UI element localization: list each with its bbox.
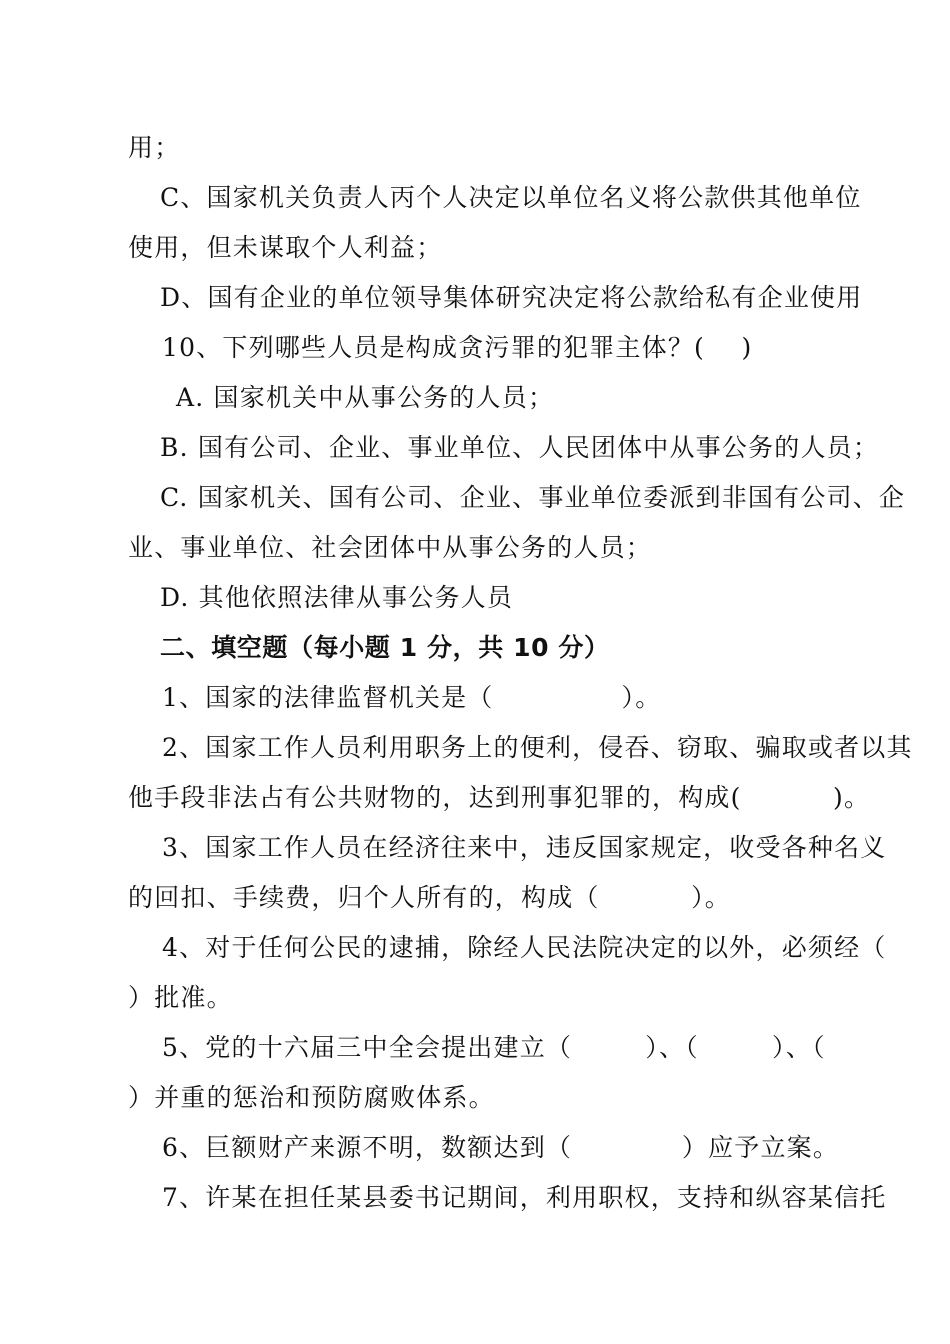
question-10-option-d: D. 其他依照法律从事公务人员	[160, 583, 514, 612]
fill-question-4-line-2: ）批准。	[128, 983, 233, 1012]
fill-question-3-line-1: 3、国家工作人员在经济往来中，违反国家规定，收受各种名义	[162, 833, 887, 862]
text-line-continuation: 用；	[128, 133, 181, 162]
question-10-option-c-line-2: 业、事业单位、社会团体中从事公务的人员；	[128, 533, 653, 562]
fill-question-5-line-2: ）并重的惩治和预防腐败体系。	[128, 1083, 495, 1112]
question-10-option-b: B. 国有公司、企业、事业单位、人民团体中从事公务的人员；	[160, 433, 880, 462]
fill-question-1: 1、国家的法律监督机关是（ ）。	[162, 683, 662, 712]
option-c-line-2: 使用，但未谋取个人利益；	[128, 233, 443, 262]
option-d-line: D、国有企业的单位领导集体研究决定将公款给私有企业使用	[160, 283, 863, 312]
fill-question-7-line-1: 7、许某在担任某县委书记期间，利用职权，支持和纵容某信托	[162, 1183, 887, 1212]
question-10: 10、下列哪些人员是构成贪污罪的犯罪主体？( )	[162, 333, 753, 362]
question-10-option-c-line-1: C. 国家机关、国有公司、企业、事业单位委派到非国有公司、企	[160, 483, 906, 512]
question-10-option-a: A. 国家机关中从事公务的人员；	[176, 383, 555, 412]
option-c-line-1: C、国家机关负责人丙个人决定以单位名义将公款供其他单位	[160, 183, 862, 212]
fill-question-5-line-1: 5、党的十六届三中全会提出建立（ ）、（ ）、（	[162, 1033, 826, 1062]
fill-question-2-line-2: 他手段非法占有公共财物的，达到刑事犯罪的，构成( )。	[128, 783, 871, 812]
fill-question-3-line-2: 的回扣、手续费，归个人所有的，构成（ ）。	[128, 883, 731, 912]
fill-question-2-line-1: 2、国家工作人员利用职务上的便利，侵吞、窃取、骗取或者以其	[162, 733, 913, 762]
section-heading-fill-in: 二、填空题（每小题 1 分，共 10 分）	[160, 633, 610, 662]
fill-question-6: 6、巨额财产来源不明，数额达到（ ）应予立案。	[162, 1133, 840, 1162]
fill-question-4-line-1: 4、对于任何公民的逮捕，除经人民法院决定的以外，必须经（	[162, 933, 887, 962]
